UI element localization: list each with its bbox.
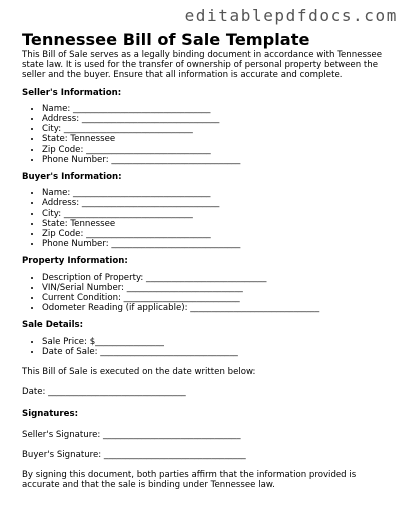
property-description-field[interactable]: • Description of Property: ____________________________ — [42, 273, 390, 283]
sale-heading: Sale Details: — [22, 320, 84, 331]
bill-of-sale-document — [22, 30, 390, 491]
property-fields-list — [22, 273, 390, 314]
seller-address-field[interactable]: • Address: ________________________________ — [42, 114, 390, 124]
buyer-phone-field[interactable]: • Phone Number: ______________________________ — [42, 239, 390, 249]
property-condition-field[interactable]: • Current Condition: ___________________________ — [42, 293, 390, 303]
property-vin-field[interactable]: • VIN/Serial Number: ___________________________ — [42, 283, 390, 293]
sale-section — [22, 320, 390, 357]
buyer-city-field[interactable]: • City: ______________________________ — [42, 209, 390, 219]
buyer-heading: Buyer's Information: — [22, 172, 122, 183]
seller-section — [22, 88, 390, 165]
seller-phone-field[interactable]: • Phone Number: ______________________________ — [42, 155, 390, 165]
buyer-section — [22, 172, 390, 249]
seller-state-field: • State: Tennessee — [42, 134, 390, 144]
buyer-fields-list — [22, 188, 390, 249]
buyer-name-field[interactable]: • Name: ________________________________ — [42, 188, 390, 198]
seller-city-field[interactable]: • City: ______________________________ — [42, 124, 390, 134]
intro-paragraph: This Bill of Sale serves as a legally binding document in accordance with Tennessee state law. It is used for the transfer of ownership of personal property between the seller and the buyer. Ensure that all information is accurate and complete. — [22, 50, 383, 81]
seller-heading: Seller's Information: — [22, 87, 122, 98]
buyer-zip-field[interactable]: • Zip Code: _____________________________ — [42, 229, 390, 239]
buyer-state-field: • State: Tennessee — [42, 219, 390, 229]
sale-date-field[interactable]: • Date of Sale: ________________________________ — [42, 347, 390, 357]
seller-name-field[interactable]: • Name: ________________________________ — [42, 104, 390, 114]
seller-signature-field[interactable]: Seller's Signature: ________________________________ — [22, 429, 241, 440]
signatures-section — [22, 409, 390, 460]
buyer-signature-field[interactable]: Buyer's Signature: _________________________________ — [22, 449, 246, 460]
property-heading: Property Information: — [22, 256, 128, 267]
date-field[interactable]: Date: ________________________________ — [22, 387, 186, 398]
buyer-address-field[interactable]: • Address: ________________________________ — [42, 198, 390, 208]
site-watermark: editablepdfdocs.com — [184, 6, 398, 25]
signatures-heading: Signatures: — [22, 409, 79, 420]
property-odometer-field[interactable]: • Odometer Reading (if applicable): ______________________________ — [42, 303, 390, 313]
seller-fields-list — [22, 104, 390, 165]
sale-price-field[interactable]: • Sale Price: $________________ — [42, 337, 390, 347]
sale-fields-list — [22, 337, 390, 357]
closing-paragraph: By signing this document, both parties affirm that the information provided is accurate and that the sale is binding under Tennessee law. — [22, 470, 357, 491]
property-section — [22, 256, 390, 313]
seller-zip-field[interactable]: • Zip Code: _____________________________ — [42, 145, 390, 155]
executed-statement: This Bill of Sale is executed on the date written below: — [22, 367, 256, 378]
page-title: Tennessee Bill of Sale Template — [22, 30, 310, 49]
